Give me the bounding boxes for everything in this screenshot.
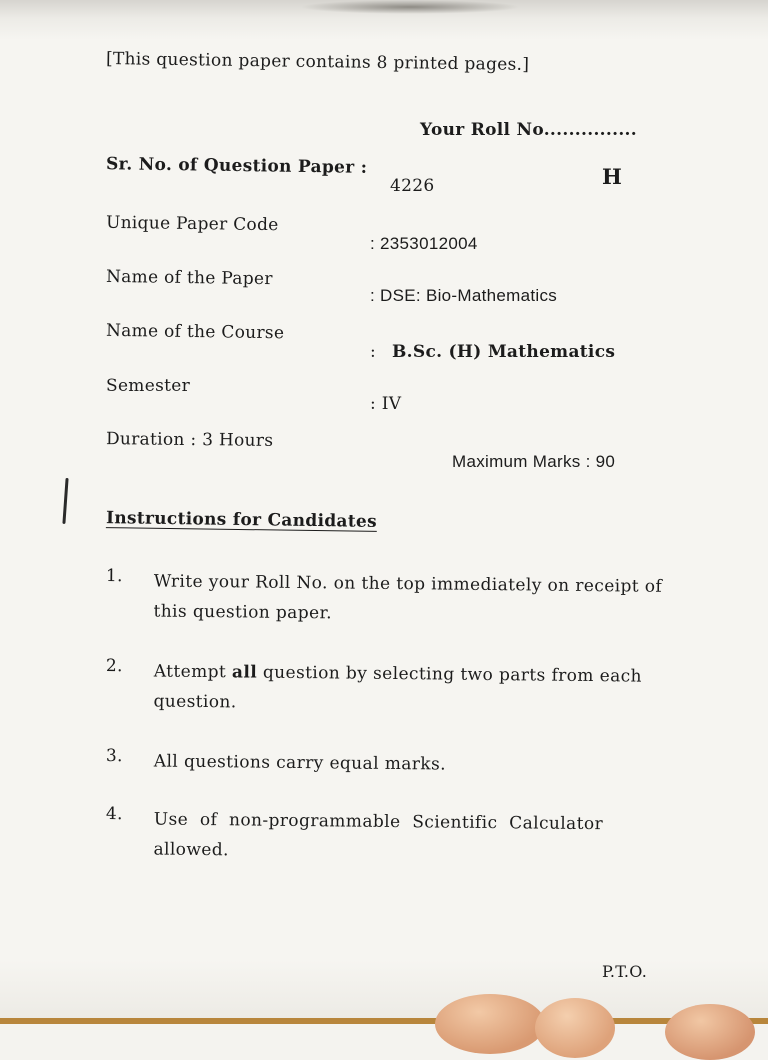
paper-name-value: : DSE: Bio-Mathematics: [370, 286, 558, 305]
paper-fold-shadow: [300, 0, 520, 14]
semester-value: : IV: [370, 394, 402, 414]
instruction-number: 1.: [105, 566, 124, 587]
page-count-note: [This question paper contains 8 printed pages.]: [105, 49, 530, 75]
set-code: H: [602, 164, 623, 189]
instruction-text: Write your Roll No. on the top immediately on receipt of this question paper.: [153, 571, 663, 624]
pen-mark: [62, 478, 68, 524]
sr-no-value: 4226: [390, 176, 435, 196]
sr-no-label: Sr. No. of Question Paper :: [105, 154, 368, 178]
semester-label: Semester: [106, 376, 191, 396]
unique-code-label: Unique Paper Code: [105, 212, 279, 236]
instruction-number: 2.: [105, 656, 124, 677]
instruction-number: 4.: [105, 804, 124, 825]
please-turn-over: P.T.O.: [602, 962, 648, 981]
instruction-text: All questions carry equal marks.: [153, 751, 447, 775]
instruction-number: 3.: [105, 746, 124, 767]
course-label: Name of the Course: [105, 320, 285, 344]
finger-photo-artifact: [535, 998, 615, 1058]
instruction-text: Use of non-programmable Scientific Calculator allowed.: [153, 809, 604, 861]
maximum-marks: Maximum Marks : 90: [452, 452, 616, 471]
roll-number-line: Your Roll No...............: [420, 120, 637, 140]
duration: Duration : 3 Hours: [105, 429, 274, 451]
instructions-heading: Instructions for Candidates: [105, 508, 378, 532]
course-value: B.Sc. (H) Mathematics: [392, 342, 616, 362]
emphasis-all: all: [231, 662, 258, 683]
unique-code-value: : 2353012004: [370, 234, 478, 253]
finger-photo-artifact: [435, 994, 545, 1054]
finger-photo-artifact: [665, 1004, 755, 1060]
paper-bottom-edge: [0, 1018, 768, 1024]
instruction-text: Attempt all question by selecting two parts from each question.: [153, 661, 643, 713]
course-colon: :: [370, 342, 377, 362]
paper-name-label: Name of the Paper: [105, 266, 273, 290]
